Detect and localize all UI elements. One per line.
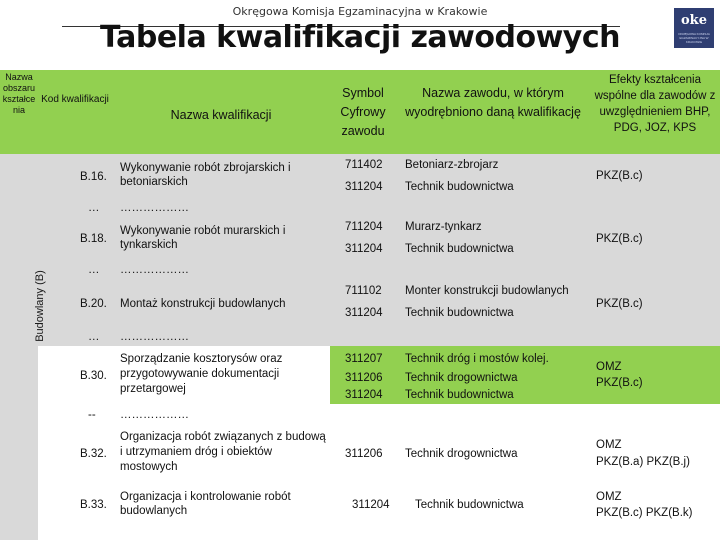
row-outcomes: PKZ(B.c) (596, 298, 643, 310)
row-outcomes: PKZ(B.c) (596, 377, 643, 389)
row-occupation: Technik budownictwa (415, 499, 524, 511)
row-qualification-name: ……………… (120, 409, 189, 421)
row-qualification-name: Wykonywanie robót zbrojarskich i betoniarskich (120, 162, 291, 188)
row-code: B.32. (80, 448, 107, 460)
row-occupation: Technik budownictwa (405, 243, 514, 255)
institution-name: Okręgowa Komisja Egzaminacyjna w Krakowie (232, 5, 488, 18)
header-occupation: Nazwa zawodu, w którym wyodrębniono daną kwalifikację (405, 86, 581, 119)
row-symbol: 311204 (345, 181, 383, 193)
row-symbol: 311206 (345, 448, 383, 460)
row-qualification-name: Organizacja robót związanych z budową i utrzymaniem dróg i obiektów mostowych (120, 431, 326, 473)
row-symbol: 711402 (345, 159, 383, 171)
row-occupation: Technik dróg i mostów kolej. (405, 353, 549, 365)
row-code: … (88, 264, 100, 276)
row-symbol: 311204 (345, 243, 383, 255)
area-label: Budowlany (B) (34, 270, 46, 342)
row-code: … (88, 202, 100, 214)
header-symbol: Symbol Cyfrowy zawodu (340, 86, 386, 138)
row-code: B.16. (80, 171, 107, 183)
row-occupation: Monter konstrukcji budowlanych (405, 285, 569, 297)
row-qualification-name: ……………… (120, 202, 189, 214)
row-outcomes: PKZ(B.a) PKZ(B.j) (596, 456, 690, 468)
row-code: B.33. (80, 499, 107, 511)
row-outcomes: PKZ(B.c) (596, 170, 643, 182)
row-outcomes: PKZ(B.c) (596, 233, 643, 245)
row-occupation: Technik drogownictwa (405, 372, 518, 384)
row-code: -- (88, 409, 96, 421)
row-symbol: 711102 (345, 285, 382, 297)
row-occupation: Betoniarz-zbrojarz (405, 159, 499, 171)
row-symbol: 311206 (345, 372, 383, 384)
row-qualification-name: Sporządzanie kosztorysów oraz przygotowywanie dokumentacji przetargowej (120, 353, 283, 395)
header-outcomes: Efekty kształcenia wspólne dla zawodów z uwzględnieniem BHP, PDG, JOZ, KPS (594, 74, 716, 134)
row-outcomes: PKZ(B.c) PKZ(B.k) (596, 507, 693, 519)
row-code: B.30. (80, 370, 107, 382)
row-occupation: Technik drogownictwa (405, 448, 518, 460)
row-qualification-name: ……………… (120, 264, 189, 276)
row-occupation: Murarz-tynkarz (405, 221, 482, 233)
row-symbol: 311204 (345, 389, 383, 401)
row-occupation: Technik budownictwa (405, 389, 514, 401)
row-outcomes: OMZ (596, 491, 622, 503)
area-column-background (0, 154, 38, 540)
logo-text: oke (681, 13, 707, 28)
header-area: Nazwa obszaru kształcenia (2, 72, 36, 115)
row-outcomes: OMZ (596, 361, 622, 373)
oke-logo (674, 8, 714, 48)
header-code: Kod kwalifikacji (41, 94, 109, 105)
row-code: B.20. (80, 298, 107, 310)
logo-subtext: OKRĘGOWA KOMISJA EGZAMINACYJNA W KRAKOWIE (678, 32, 710, 44)
row-symbol: 711204 (345, 221, 383, 233)
row-qualification-name: ……………… (120, 331, 189, 343)
row-symbol: 311207 (345, 353, 383, 365)
row-code: B.18. (80, 233, 107, 245)
row-qualification-name: Montaż konstrukcji budowlanych (120, 298, 286, 310)
row-qualification-name: Wykonywanie robót murarskich i tynkarskich (120, 225, 286, 251)
row-qualification-name: Organizacja i kontrolowanie robót budowlanych (120, 491, 291, 517)
row-occupation: Technik budownictwa (405, 307, 514, 319)
row-occupation: Technik budownictwa (405, 181, 514, 193)
page-title: Tabela kwalifikacji zawodowych (100, 20, 620, 55)
header-qualification-name: Nazwa kwalifikacji (170, 108, 272, 122)
row-symbol: 311204 (345, 307, 383, 319)
row-symbol: 311204 (352, 499, 390, 511)
row-code: … (88, 331, 100, 343)
row-outcomes: OMZ (596, 439, 622, 451)
